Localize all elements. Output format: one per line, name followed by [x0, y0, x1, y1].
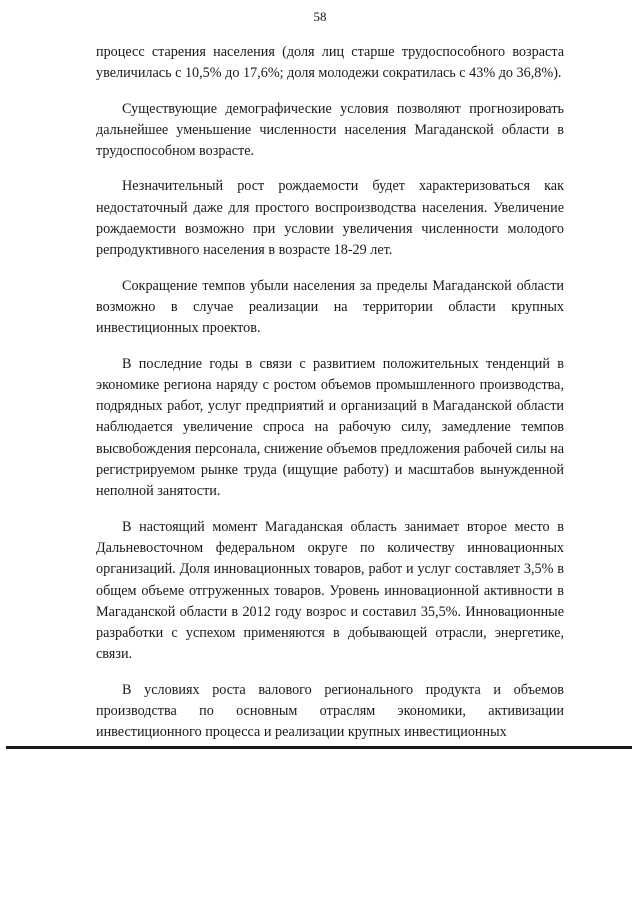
footer-rule	[6, 746, 632, 749]
paragraph: Существующие демографические условия позволяют прогнозировать дальнейшее уменьшение численности населения Магаданской области в трудоспособном возрасте.	[96, 100, 564, 160]
document-body	[96, 42, 564, 744]
paragraph: В последние годы в связи с развитием положительных тенденций в экономике региона наряду с ростом объемов промышленного производства, подрядных работ, услуг предприятий и организаций в Магаданской области наблюдается увеличение спроса на рабочую силу, замедление темпов высвобождения персонала, снижение объемов предложения рабочей силы на регистрируемом рынке труда (ищущие работу) и масштабов вынужденной неполной занятости.	[96, 355, 564, 500]
paragraph: В настоящий момент Магаданская область занимает второе место в Дальневосточном федеральном округе по количеству инновационных организаций. Доля инновационных товаров, работ и услуг составляет 3,5% в общем объеме отгруженных товаров. Уровень инновационной активности в Магаданской области в 2012 году возрос и составил 35,5%. Инновационные разработки с успехом применяются в добывающей отрасли, энергетике, связи.	[96, 518, 564, 663]
paragraph: Незначительный рост рождаемости будет характеризоваться как недостаточный даже для простого воспроизводства населения. Увеличение рождаемости возможно при условии увеличения численности молодого репродуктивного населения в возрасте 18-29 лет.	[96, 178, 564, 259]
paragraph: Сокращение темпов убыли населения за пределы Магаданской области возможно в случае реализации на территории области крупных инвестиционных проектов.	[96, 277, 564, 337]
paragraph-continued: процесс старения населения (доля лиц старше трудоспособного возраста увеличилась с 10,5% до 17,6%; доля молодежи сократилась с 43% до 36,8%).	[96, 44, 564, 82]
page-number: 58	[313, 9, 327, 24]
paragraph: В условиях роста валового регионального продукта и объемов производства по основным отраслям экономики, активизации инвестиционного процесса и реализации крупных инвестиционных	[96, 681, 564, 741]
